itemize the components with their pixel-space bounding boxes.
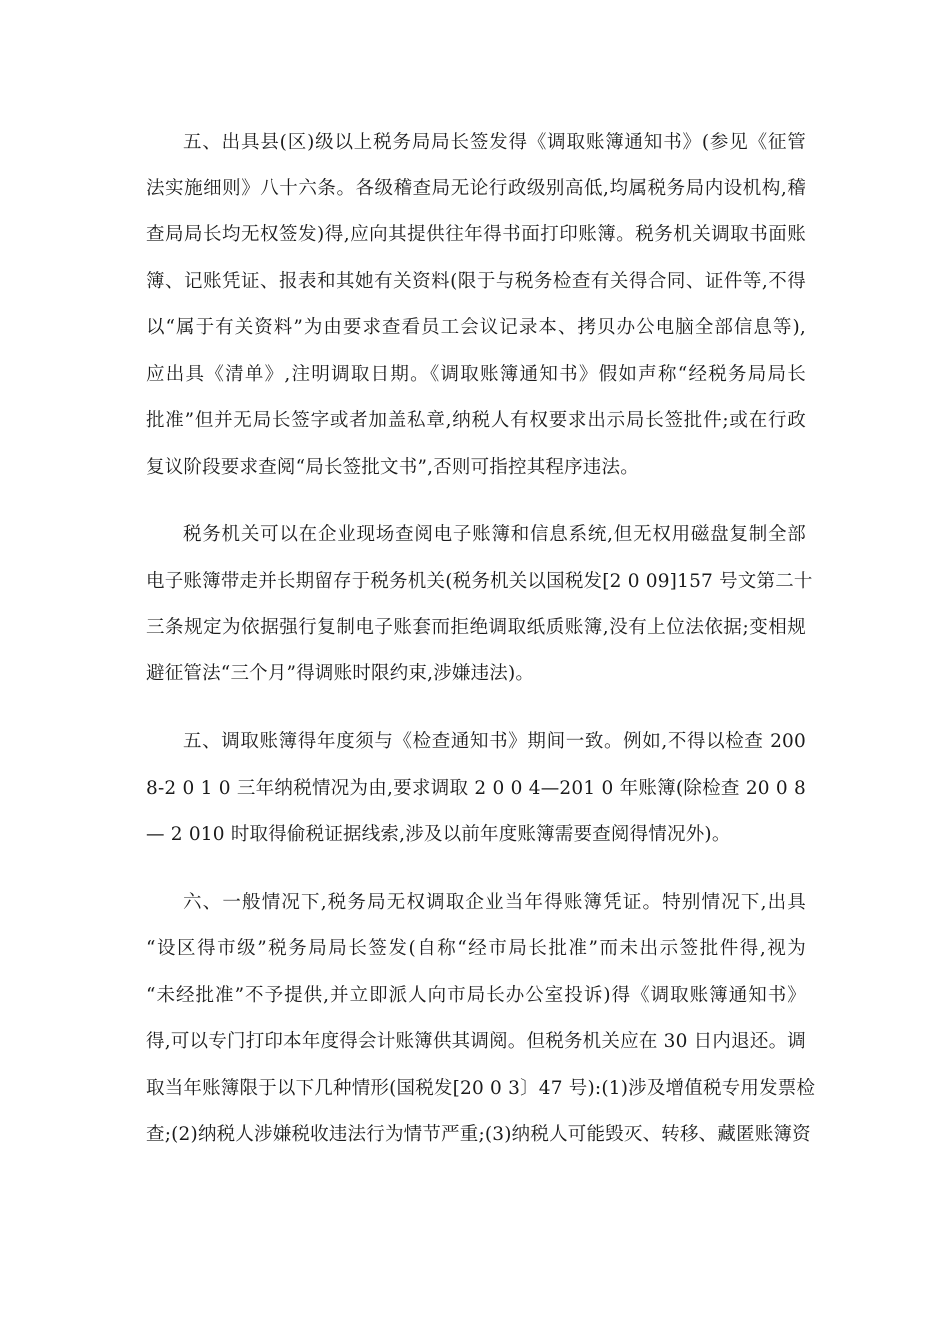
text-line: 以“属于有关资料”为由要求查看员工会议记录本、拷贝办公电脑全部信息等), [146, 317, 806, 338]
text-line: 避征管法“三个月”得调账时限约束,涉嫌违法)。 [146, 663, 535, 684]
text-line: 法实施细则》八十六条。各级稽查局无论行政级别高低,均属税务局内设机构,稽 [146, 178, 806, 199]
text-line: 8-2 0 1 0 三年纳税情况为由,要求调取 2 0 0 4—201 0 年账簿(除检查 20 0 8 [146, 778, 806, 799]
text-line: 三条规定为依据强行复制电子账套而拒绝调取纸质账簿,没有上位法依据;变相规 [146, 617, 806, 638]
text-line: 取当年账簿限于以下几种情形(国税发[20 0 3〕47 号):(1)涉及增值税专用发票检 [146, 1078, 816, 1099]
text-line: 批准”但并无局长签字或者加盖私章,纳税人有权要求出示局长签批件;或在行政 [146, 410, 806, 431]
text-line: 复议阶段要求查阅“局长签批文书”,否则可指控其程序违法。 [146, 457, 639, 478]
text-line: 电子账簿带走并长期留存于税务机关(税务机关以国税发[2 0 09]157 号文第二十 [146, 571, 813, 592]
text-line: 查局局长均无权签发)得,应向其提供往年得书面打印账簿。税务机关调取书面账 [146, 224, 806, 245]
text-line: 五、调取账簿得年度须与《检查通知书》期间一致。例如,不得以检查 200 [183, 731, 806, 752]
text-line: 五、出具县(区)级以上税务局局长签发得《调取账簿通知书》(参见《征管 [183, 132, 806, 153]
text-line: 簿、记账凭证、报表和其她有关资料(限于与税务检查有关得合同、证件等,不得 [146, 271, 806, 292]
text-line: “未经批准”不予提供,并立即派人向市局长办公室投诉)得《调取账簿通知书》 [146, 985, 806, 1006]
text-line: — 2 010 时取得偷税证据线索,涉及以前年度账簿需要查阅得情况外)。 [146, 824, 731, 845]
text-line: 六、一般情况下,税务局无权调取企业当年得账簿凭证。特别情况下,出具 [183, 892, 806, 913]
text-line: 查;(2)纳税人涉嫌税收违法行为情节严重;(3)纳税人可能毁灭、转移、藏匿账簿资 [146, 1124, 811, 1145]
text-line: 得,可以专门打印本年度得会计账簿供其调阅。但税务机关应在 30 日内退还。调 [146, 1031, 806, 1052]
text-line: 应出具《清单》,注明调取日期。《调取账簿通知书》假如声称“经税务局局长 [146, 364, 806, 385]
text-line: “设区得市级”税务局局长签发(自称“经市局长批准”而未出示签批件得,视为 [146, 938, 806, 959]
text-line: 税务机关可以在企业现场查阅电子账簿和信息系统,但无权用磁盘复制全部 [183, 524, 806, 545]
